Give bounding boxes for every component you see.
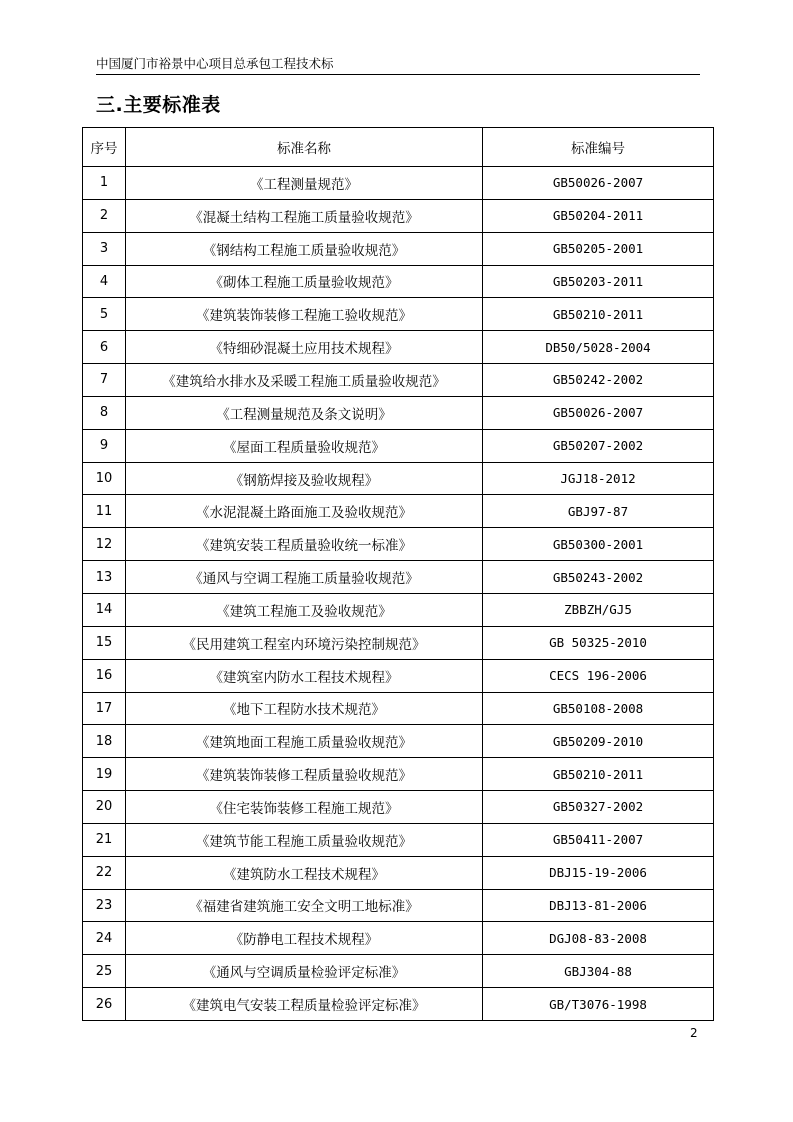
standard-name: 《钢筋焊接及验收规程》 (126, 462, 483, 495)
table-body (83, 167, 714, 1021)
standard-name: 《建筑装饰装修工程质量验收规范》 (126, 758, 483, 791)
standard-code: GB50026-2007 (483, 167, 714, 200)
standard-code: DB50/5028-2004 (483, 331, 714, 364)
standard-name: 《砌体工程施工质量验收规范》 (126, 265, 483, 298)
standard-code: GB/T3076-1998 (483, 988, 714, 1021)
table-row (83, 856, 714, 889)
row-number: 1 (83, 167, 126, 200)
table-row (83, 167, 714, 200)
standard-name: 《建筑节能工程施工质量验收规范》 (126, 823, 483, 856)
row-number: 14 (83, 593, 126, 626)
standard-name: 《民用建筑工程室内环境污染控制规范》 (126, 626, 483, 659)
standard-code: DGJ08-83-2008 (483, 922, 714, 955)
standard-code: GB50243-2002 (483, 561, 714, 594)
table-row (83, 331, 714, 364)
standard-code: ZBBZH/GJ5 (483, 593, 714, 626)
column-header-name: 标准名称 (126, 128, 483, 167)
standards-table (82, 127, 714, 1021)
row-number: 15 (83, 626, 126, 659)
standard-code: GB50327-2002 (483, 791, 714, 824)
row-number: 2 (83, 199, 126, 232)
row-number: 5 (83, 298, 126, 331)
standard-name: 《地下工程防水技术规范》 (126, 692, 483, 725)
standard-code: GB50210-2011 (483, 758, 714, 791)
standard-code: GB50210-2011 (483, 298, 714, 331)
standard-name: 《工程测量规范及条文说明》 (126, 396, 483, 429)
table-row (83, 561, 714, 594)
row-number: 17 (83, 692, 126, 725)
standard-code: GBJ304-88 (483, 955, 714, 988)
header-text: 中国厦门市裕景中心项目总承包工程技术标 (96, 56, 334, 71)
standard-name: 《建筑工程施工及验收规范》 (126, 593, 483, 626)
standard-code: GB50209-2010 (483, 725, 714, 758)
table-row (83, 922, 714, 955)
row-number: 24 (83, 922, 126, 955)
standard-name: 《钢结构工程施工质量验收规范》 (126, 232, 483, 265)
row-number: 10 (83, 462, 126, 495)
standard-code: DBJ15-19-2006 (483, 856, 714, 889)
standard-name: 《福建省建筑施工安全文明工地标准》 (126, 889, 483, 922)
row-number: 16 (83, 659, 126, 692)
table-row (83, 791, 714, 824)
page-number: 2 (690, 1026, 698, 1040)
standard-name: 《通风与空调质量检验评定标准》 (126, 955, 483, 988)
standard-name: 《屋面工程质量验收规范》 (126, 429, 483, 462)
table-row (83, 298, 714, 331)
standard-code: GB 50325-2010 (483, 626, 714, 659)
row-number: 23 (83, 889, 126, 922)
standard-name: 《住宅装饰装修工程施工规范》 (126, 791, 483, 824)
standard-name: 《建筑安装工程质量验收统一标准》 (126, 528, 483, 561)
standard-name: 《通风与空调工程施工质量验收规范》 (126, 561, 483, 594)
table-row (83, 495, 714, 528)
standard-code: GB50205-2001 (483, 232, 714, 265)
row-number: 4 (83, 265, 126, 298)
table-row (83, 955, 714, 988)
row-number: 13 (83, 561, 126, 594)
row-number: 9 (83, 429, 126, 462)
standard-code: CECS 196-2006 (483, 659, 714, 692)
table-row (83, 265, 714, 298)
standard-code: GB50108-2008 (483, 692, 714, 725)
standard-code: GB50026-2007 (483, 396, 714, 429)
standard-name: 《建筑地面工程施工质量验收规范》 (126, 725, 483, 758)
row-number: 7 (83, 364, 126, 397)
standard-name: 《建筑电气安装工程质量检验评定标准》 (126, 988, 483, 1021)
table-row (83, 823, 714, 856)
row-number: 11 (83, 495, 126, 528)
table-row (83, 396, 714, 429)
row-number: 26 (83, 988, 126, 1021)
standard-name: 《防静电工程技术规程》 (126, 922, 483, 955)
standard-name: 《特细砂混凝土应用技术规程》 (126, 331, 483, 364)
table-row (83, 889, 714, 922)
table-row (83, 593, 714, 626)
table-row (83, 692, 714, 725)
standard-name: 《混凝土结构工程施工质量验收规范》 (126, 199, 483, 232)
row-number: 18 (83, 725, 126, 758)
table-row (83, 232, 714, 265)
standard-name: 《建筑装饰装修工程施工验收规范》 (126, 298, 483, 331)
table-row (83, 988, 714, 1021)
standard-name: 《建筑防水工程技术规程》 (126, 856, 483, 889)
standard-code: JGJ18-2012 (483, 462, 714, 495)
row-number: 22 (83, 856, 126, 889)
row-number: 20 (83, 791, 126, 824)
row-number: 3 (83, 232, 126, 265)
table-row (83, 725, 714, 758)
table-row (83, 758, 714, 791)
standard-code: GBJ97-87 (483, 495, 714, 528)
table-row (83, 659, 714, 692)
table-row (83, 429, 714, 462)
standard-code: GB50300-2001 (483, 528, 714, 561)
standard-code: GB50207-2002 (483, 429, 714, 462)
table-row (83, 626, 714, 659)
standard-code: GB50204-2011 (483, 199, 714, 232)
standard-name: 《水泥混凝土路面施工及验收规范》 (126, 495, 483, 528)
row-number: 12 (83, 528, 126, 561)
row-number: 8 (83, 396, 126, 429)
table-row (83, 462, 714, 495)
section-title: 三.主要标准表 (96, 94, 221, 116)
table-row (83, 199, 714, 232)
standard-code: GB50203-2011 (483, 265, 714, 298)
standard-name: 《建筑室内防水工程技术规程》 (126, 659, 483, 692)
standard-code: DBJ13-81-2006 (483, 889, 714, 922)
standard-code: GB50411-2007 (483, 823, 714, 856)
row-number: 25 (83, 955, 126, 988)
row-number: 21 (83, 823, 126, 856)
row-number: 6 (83, 331, 126, 364)
table-row (83, 528, 714, 561)
standard-name: 《建筑给水排水及采暖工程施工质量验收规范》 (126, 364, 483, 397)
row-number: 19 (83, 758, 126, 791)
page-header (96, 56, 700, 75)
column-header-number: 序号 (83, 128, 126, 167)
table-row (83, 364, 714, 397)
column-header-code: 标准编号 (483, 128, 714, 167)
table-header-row (83, 128, 714, 167)
standard-name: 《工程测量规范》 (126, 167, 483, 200)
standard-code: GB50242-2002 (483, 364, 714, 397)
